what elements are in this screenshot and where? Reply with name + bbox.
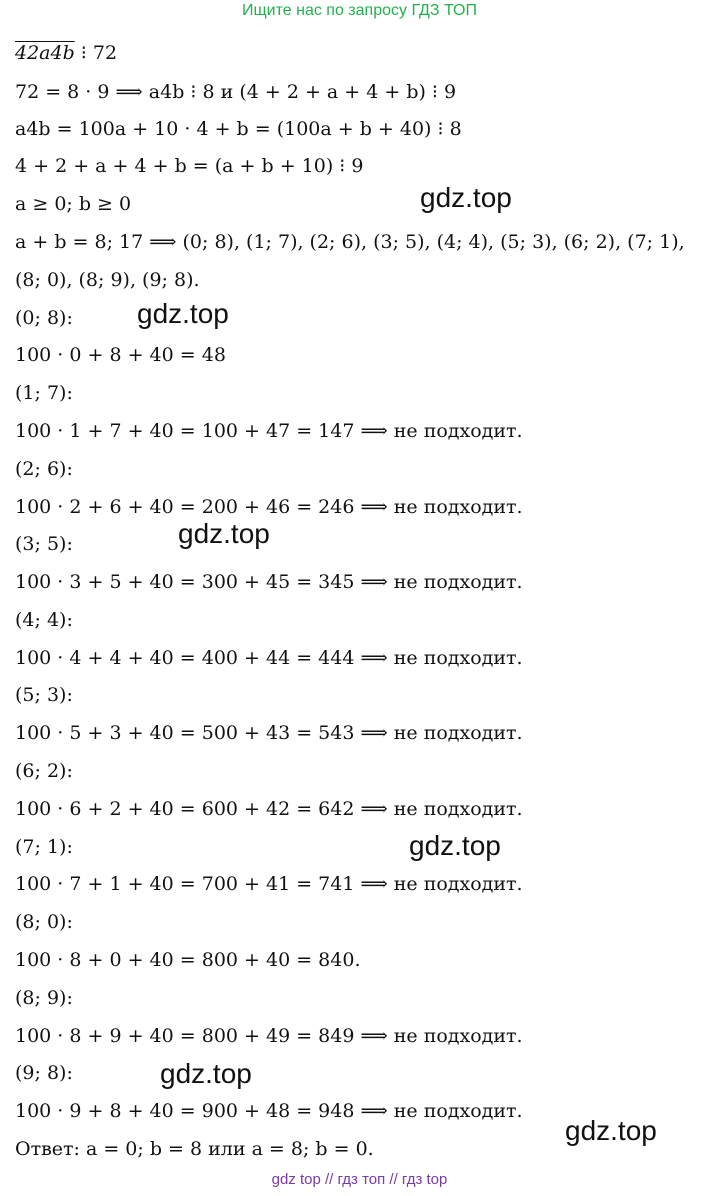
solution-line: 100 · 4 + 4 + 40 = 400 + 44 = 444 ⟹ не подходит. <box>15 647 523 669</box>
solution-line: 4 + 2 + a + 4 + b = (a + b + 10) ⁝ 9 <box>15 155 364 177</box>
footer-links: gdz top // гдз топ // гдз top <box>271 1171 448 1188</box>
watermark: gdz.top <box>137 298 229 329</box>
solution-line: (8; 0), (8; 9), (9; 8). <box>15 269 200 291</box>
solution-line: (2; 6): <box>15 458 73 480</box>
title-divisor: ⁝ 72 <box>74 42 118 64</box>
solution-line: 100 · 0 + 8 + 40 = 48 <box>15 344 226 366</box>
solution-line: 100 · 7 + 1 + 40 = 700 + 41 = 741 ⟹ не подходит. <box>15 873 523 895</box>
solution-line: 100 · 2 + 6 + 40 = 200 + 46 = 246 ⟹ не подходит. <box>15 496 523 518</box>
solution-line: (5; 3): <box>15 684 73 706</box>
watermark: gdz.top <box>565 1115 657 1146</box>
solution-line: 100 · 6 + 2 + 40 = 600 + 42 = 642 ⟹ не подходит. <box>15 798 523 820</box>
problem-title <box>15 40 117 66</box>
header-banner: Ищите нас по запросу ГДЗ ТОП <box>242 2 477 19</box>
watermark: gdz.top <box>420 182 512 213</box>
solution-line: 100 · 8 + 9 + 40 = 800 + 49 = 849 ⟹ не подходит. <box>15 1025 523 1047</box>
answer-line: Ответ: a = 0; b = 8 или a = 8; b = 0. <box>15 1138 374 1160</box>
watermark: gdz.top <box>160 1058 252 1089</box>
solution-line: 72 = 8 · 9 ⟹ a4b ⁝ 8 и (4 + 2 + a + 4 + b) ⁝ 9 <box>15 81 457 103</box>
number-with-overline: 42a4b <box>15 42 75 64</box>
solution-line: 100 · 3 + 5 + 40 = 300 + 45 = 345 ⟹ не подходит. <box>15 571 523 593</box>
solution-line: (6; 2): <box>15 760 73 782</box>
solution-line: 100 · 5 + 3 + 40 = 500 + 43 = 543 ⟹ не подходит. <box>15 722 523 744</box>
solution-line: (1; 7): <box>15 382 73 404</box>
solution-line: a ≥ 0; b ≥ 0 <box>15 193 132 215</box>
solution-line: a4b = 100a + 10 · 4 + b = (100a + b + 40) ⁝ 8 <box>15 118 462 140</box>
watermark: gdz.top <box>178 518 270 549</box>
solution-line: 100 · 1 + 7 + 40 = 100 + 47 = 147 ⟹ не подходит. <box>15 420 523 442</box>
solution-line: (8; 9): <box>15 987 73 1009</box>
watermark: gdz.top <box>409 830 501 861</box>
solution-line: (4; 4): <box>15 609 73 631</box>
solution-line: (7; 1): <box>15 836 73 858</box>
solution-line: (0; 8): <box>15 307 73 329</box>
solution-line: a + b = 8; 17 ⟹ (0; 8), (1; 7), (2; 6), (3; 5), (4; 4), (5; 3), (6; 2), (7; 1), <box>15 231 685 253</box>
solution-line: (8; 0): <box>15 911 73 933</box>
solution-line: (9; 8): <box>15 1062 73 1084</box>
solution-line: 100 · 8 + 0 + 40 = 800 + 40 = 840. <box>15 949 361 971</box>
solution-line: (3; 5): <box>15 533 73 555</box>
solution-line: 100 · 9 + 8 + 40 = 900 + 48 = 948 ⟹ не подходит. <box>15 1100 523 1122</box>
